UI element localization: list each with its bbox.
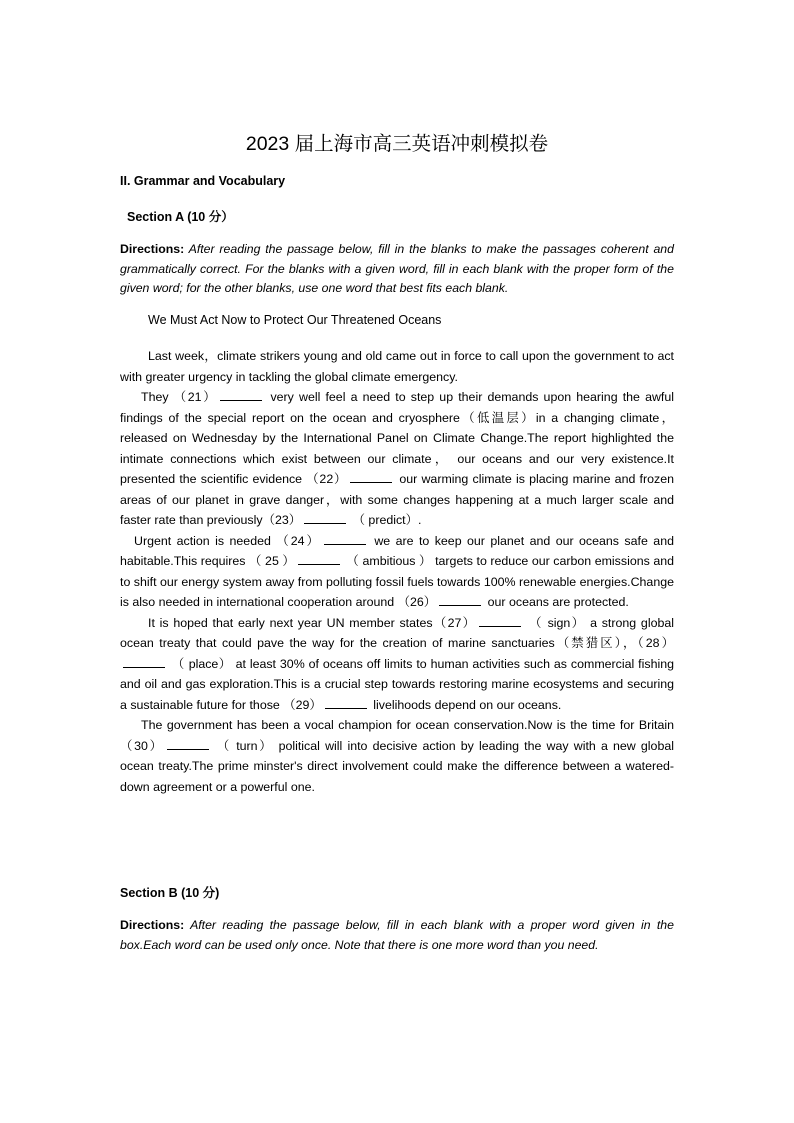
paragraph-3	[120, 531, 674, 613]
section-b-directions	[120, 916, 674, 955]
blank-27[interactable]	[479, 613, 521, 627]
section-a-label: Section A (10 分）	[127, 210, 234, 224]
directions-text: After reading the passage below, fill in each blank with a proper word given in the box.Each word can be used only once. Note that there is one more word than you need.	[120, 918, 674, 952]
directions-text: After reading the passage below, fill in the blanks to make the passages coherent and grammatically correct. For the blanks with a given word, fill in each blank with the proper form of the given word; for the other blanks, use one word that best fits each blank.	[120, 242, 674, 295]
paragraph-4	[120, 613, 674, 716]
blank-24[interactable]	[324, 531, 366, 545]
blank-number-28: （28）	[637, 636, 674, 650]
paragraph-text: we are to keep our planet and our oceans safe and habitable.This requires	[120, 533, 674, 568]
directions-label: Directions:	[120, 242, 185, 256]
paragraph-text: （ place） at least 30% of oceans off limits to human activities such as commercial fishing and oil and gas exploration.This is a crucial step towards restoring marine ecosystems and securing a sustainable future for those	[120, 656, 674, 712]
paragraph-text: our oceans are protected.	[484, 595, 629, 609]
paragraph-text: Urgent action is needed	[134, 533, 277, 548]
blank-30[interactable]	[167, 736, 209, 750]
blank-number-25: （ 25 ）	[249, 554, 295, 568]
paragraph-2	[120, 387, 674, 531]
section-b-label: Section B (10 分)	[120, 886, 220, 900]
paragraph-text: our warming climate is placing marine and frozen areas of our planet in grave danger，with some changes happening at a much larger scale and faster rate than previously	[120, 472, 674, 527]
paragraph-text: The government has been a vocal champion for ocean conservation.Now is the time for Britain	[141, 718, 674, 732]
blank-number-29: （29）	[283, 697, 322, 712]
blank-21[interactable]	[220, 387, 262, 401]
paragraph-text: They	[141, 390, 174, 404]
paragraph-text: It is hoped that early next year UN member states	[148, 615, 433, 630]
paragraph-text: （ ambitious ） targets to reduce our carbon emissions and to shift our energy system away from polluting fossil fuels towards 100% renewable energies.Change is also needed in international cooperation around	[120, 554, 675, 609]
passage-body	[120, 346, 674, 797]
paragraph-text: livelihoods depend on our oceans.	[369, 697, 562, 712]
blank-29[interactable]	[325, 695, 367, 709]
paragraph-text: （ sign） a strong global ocean treaty that could pave the way for the creation of marine sanctuaries（禁猎区），	[120, 615, 675, 650]
blank-28[interactable]	[123, 654, 165, 668]
blank-number-23: （23）	[262, 513, 302, 527]
page-title: 2023 届上海市高三英语冲刺模拟卷	[245, 133, 549, 155]
blank-22[interactable]	[350, 469, 392, 483]
blank-number-21: （21）	[173, 390, 218, 404]
paragraph-text: Last week，climate strikers young and old came out in force to call upon the government to act with greater urgency in tackling the global climate emergency.	[120, 349, 674, 384]
blank-number-22: （22）	[306, 472, 348, 486]
paragraph-text: （ predict）.	[349, 513, 422, 527]
blank-number-26: （26）	[397, 595, 437, 609]
section-a-directions	[120, 240, 674, 299]
blank-number-27: （27）	[432, 615, 477, 630]
blank-26[interactable]	[439, 592, 481, 606]
part-heading: II. Grammar and Vocabulary	[120, 174, 286, 188]
paragraph-5	[120, 715, 674, 797]
blank-23[interactable]	[304, 510, 346, 524]
blank-number-30: （30）	[120, 738, 164, 753]
directions-label: Directions:	[120, 918, 185, 932]
paragraph-1	[120, 346, 674, 387]
paragraph-text: （ turn） political will into decisive action by leading the way with a new global ocean treaty.The prime minster's direct involvement could make the difference between a watered-down agreement or a powerful one.	[120, 738, 674, 794]
paragraph-text: very well feel a need to step up their demands upon hearing the awful findings of the special report on the ocean and cryosphere（低温层）in a changing climate，released on Wednesday by the International Panel on Climate Change.The report highlighted the intimate connections which exist between our climate， our oceans and our very existence.It presented the scientific evidence	[120, 390, 674, 486]
passage-title: We Must Act Now to Protect Our Threatened Oceans	[148, 313, 442, 327]
blank-number-24: （24）	[276, 533, 321, 548]
blank-25[interactable]	[298, 551, 340, 565]
